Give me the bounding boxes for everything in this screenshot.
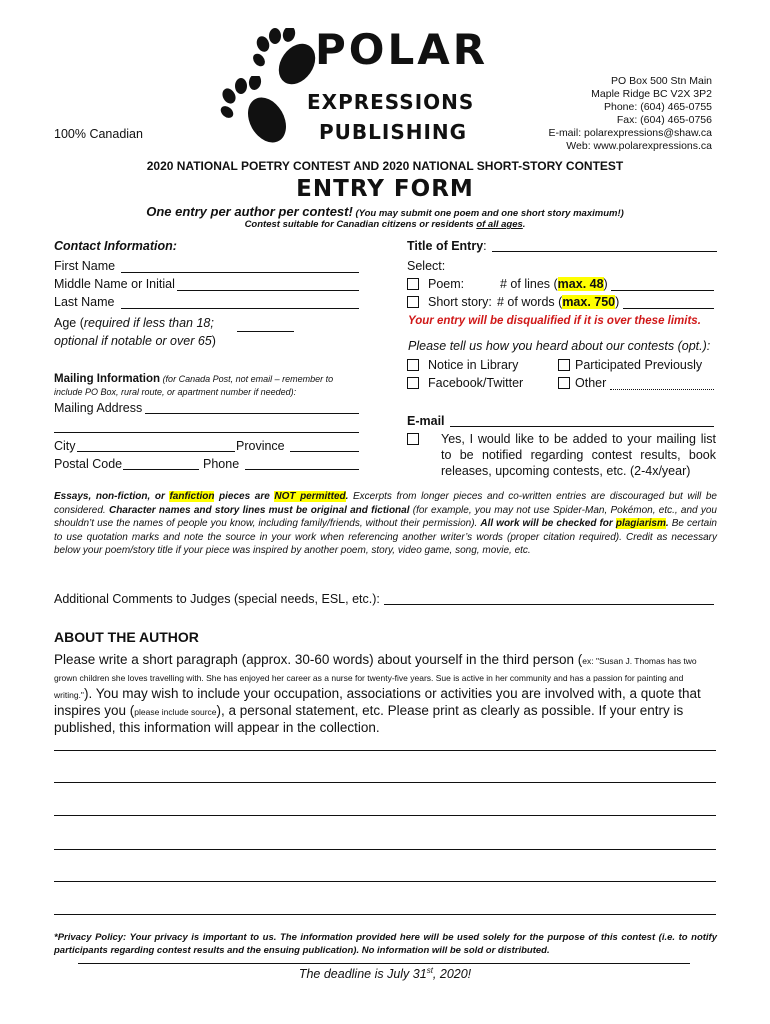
publisher-address — [548, 75, 712, 153]
poem-label: Poem: — [428, 277, 465, 291]
rules-text: Essays, non-fiction, or — [54, 491, 170, 502]
city-field[interactable] — [77, 451, 235, 452]
about-heading: ABOUT THE AUTHOR — [54, 629, 199, 645]
logo-line-3: PUBLISHING — [319, 120, 468, 144]
form-title: ENTRY FORM — [296, 176, 474, 202]
last-name-field[interactable] — [121, 308, 359, 309]
disqualified-warning: Your entry will be disqualified if it is over these limits. — [408, 315, 701, 327]
poem-lines-field[interactable] — [611, 290, 714, 291]
about-text: ), a personal statement, etc. Please print as clearly as possible. If your entry is published, this information will appear in the collection. — [54, 703, 684, 735]
province-field[interactable] — [290, 451, 359, 452]
mailing-address-label: Mailing Address — [54, 401, 143, 415]
rules-text: . — [345, 491, 349, 502]
rules-text: pieces are — [214, 491, 275, 502]
rules-plagiarism: plagiarism — [615, 518, 666, 529]
mailing-heading: Mailing Information — [54, 373, 161, 385]
poem-lines-max: max. 48 — [557, 277, 604, 291]
city-label: City — [54, 439, 76, 453]
participated-checkbox[interactable] — [558, 359, 570, 371]
logo — [215, 25, 489, 150]
title-of-entry-label: Title of Entry — [407, 239, 484, 253]
privacy-policy: *Privacy Policy: Your privacy is important to us. The information provided here will be used solely for the purpose of this contest (i.e. to notify participants regarding contest results and the ensuing publication). No information will be sold or distributed. — [54, 932, 717, 956]
logo-title: POLAR — [315, 25, 489, 74]
other-field[interactable] — [610, 389, 714, 390]
poem-lines — [500, 277, 608, 291]
suitable-note — [0, 219, 770, 230]
age-close: ) — [211, 334, 216, 348]
about-line[interactable] — [54, 815, 716, 816]
rules-paragraph — [54, 490, 717, 558]
about-source-note: please include source — [134, 707, 217, 717]
postal-code-field[interactable] — [123, 469, 199, 470]
address-line: Maple Ridge BC V2X 3P2 — [591, 88, 712, 100]
short-story-checkbox[interactable] — [407, 296, 419, 308]
about-line[interactable] — [54, 750, 716, 751]
last-name-label: Last Name — [54, 295, 115, 309]
story-words-close: ) — [615, 295, 620, 309]
heard-question: Please tell us how you heard about our contests (opt.): — [408, 339, 711, 353]
address-line: Web: www.polarexpressions.ca — [566, 140, 712, 152]
contact-heading: Contact Information: — [54, 239, 177, 253]
rules-text: (for example, you may not use Spider-Man, Pokémon, etc., and you shouldn’t use the names of people you know, including family/friends, without their permission). — [54, 504, 717, 529]
age-note-2: optional if notable or over 65 — [54, 334, 212, 348]
about-line[interactable] — [54, 914, 716, 915]
paw-print-icon — [215, 76, 295, 148]
age-note: required if less than 18; — [83, 316, 214, 330]
phone-field[interactable] — [245, 469, 359, 470]
email-field[interactable] — [450, 426, 714, 427]
address-line: Fax: (604) 465-0756 — [616, 114, 712, 126]
deadline-year: , 2020! — [432, 967, 472, 982]
address-line: E-mail: polarexpressions@shaw.ca — [548, 127, 712, 139]
age-text: Age ( — [54, 316, 84, 330]
mailing-list-text: Yes, I would like to be added to your mailing list to be notified regarding contest results, book releases, upcoming contests, etc. (2-4x/year) — [441, 432, 716, 478]
subtitle-main: One entry per author per contest! — [146, 204, 353, 219]
poem-lines-text: # of lines ( — [500, 277, 558, 291]
postal-code-label: Postal Code — [54, 457, 123, 471]
deadline — [0, 966, 770, 981]
title-colon: : — [483, 239, 487, 253]
province-label: Province — [236, 439, 285, 453]
rules-original: Character names and story lines must be original and fictional — [108, 504, 410, 516]
address-line: PO Box 500 Stn Main — [611, 75, 712, 87]
participated-label: Participated Previously — [575, 358, 703, 372]
mailing-note-2: include PO Box, rural route, or apartment number if needed): — [54, 387, 297, 397]
mailing-note-1: (for Canada Post, not email – remember to — [160, 374, 334, 384]
mailing-info — [54, 372, 374, 398]
contest-title: 2020 NATIONAL POETRY CONTEST AND 2020 NATIONAL SHORT-STORY CONTEST — [146, 159, 624, 173]
poem-lines-close: ) — [603, 277, 608, 291]
rules-text: Be certain to use quotation marks and note the source in your work when referencing another writer’s words (proper citation required). Credit as necessary below your poem/story title if your piece was inspired by another poem, story, video game, song, movie, etc. — [54, 518, 717, 556]
rules-not-permitted: NOT permitted — [274, 491, 346, 502]
canadian-label: 100% Canadian — [54, 127, 143, 141]
select-label: Select: — [407, 259, 446, 273]
library-checkbox[interactable] — [407, 359, 419, 371]
story-words-text: # of words ( — [497, 295, 563, 309]
facebook-checkbox[interactable] — [407, 377, 419, 389]
story-words — [497, 295, 619, 309]
rules-plagiarism-check: All work will be checked for — [480, 518, 616, 529]
about-text: Please write a short paragraph (approx. 30-60 words) about yourself in the third person ( — [54, 652, 583, 667]
subtitle-paren: (You may submit one poem and one short story maximum!) — [352, 208, 624, 219]
title-of-entry-field[interactable] — [492, 251, 717, 252]
story-words-field[interactable] — [623, 308, 714, 309]
deadline-text: The deadline is July 31 — [298, 967, 427, 982]
story-words-max: max. 750 — [562, 295, 616, 309]
age-field[interactable] — [237, 331, 294, 332]
other-label: Other — [575, 376, 607, 390]
suitable-end: . — [522, 219, 526, 230]
suitable-underline: of all ages — [476, 219, 523, 230]
mailing-list-checkbox[interactable] — [407, 433, 419, 445]
short-story-label: Short story: — [428, 295, 492, 309]
age-label — [54, 314, 216, 350]
middle-name-field[interactable] — [177, 290, 359, 291]
library-label: Notice in Library — [428, 358, 519, 372]
email-label: E-mail — [407, 414, 445, 428]
title-of-entry — [407, 239, 487, 253]
middle-name-label: Middle Name or Initial — [54, 277, 175, 291]
first-name-field[interactable] — [121, 272, 359, 273]
about-instructions — [54, 652, 717, 736]
rules-text: . — [665, 518, 669, 529]
phone-label: Phone — [203, 457, 240, 471]
about-line[interactable] — [54, 849, 716, 850]
facebook-label: Facebook/Twitter — [428, 376, 524, 390]
suitable-text: Contest suitable for Canadian citizens or residents — [244, 219, 477, 230]
rules-text: Excerpts from longer pieces and co-written entries are discouraged but will be considered. — [54, 491, 717, 516]
comments-field[interactable] — [384, 604, 714, 605]
other-checkbox[interactable] — [558, 377, 570, 389]
logo-line-2: EXPRESSIONS — [307, 90, 475, 114]
about-text: ). You may wish to include your occupation, associations or activities you are involved with, a quote that inspires you ( — [54, 686, 701, 718]
about-line[interactable] — [54, 881, 716, 882]
mailing-address-field[interactable] — [145, 413, 359, 414]
poem-checkbox[interactable] — [407, 278, 419, 290]
mailing-address-field-2[interactable] — [54, 432, 359, 433]
about-example: ex: "Susan J. Thomas has two grown children she loves travelling with. She has enjoyed her career as a nurse for twenty-five years. Sue is active in her community and has a passion for painting and writing." — [54, 656, 697, 700]
first-name-label: First Name — [54, 259, 116, 273]
footer-divider — [78, 963, 690, 964]
about-line[interactable] — [54, 782, 716, 783]
address-line: Phone: (604) 465-0755 — [604, 101, 712, 113]
comments-label: Additional Comments to Judges (special needs, ESL, etc.): — [54, 592, 380, 606]
deadline-sup: st — [426, 966, 433, 975]
rules-fanfiction: fanfiction — [169, 491, 215, 502]
